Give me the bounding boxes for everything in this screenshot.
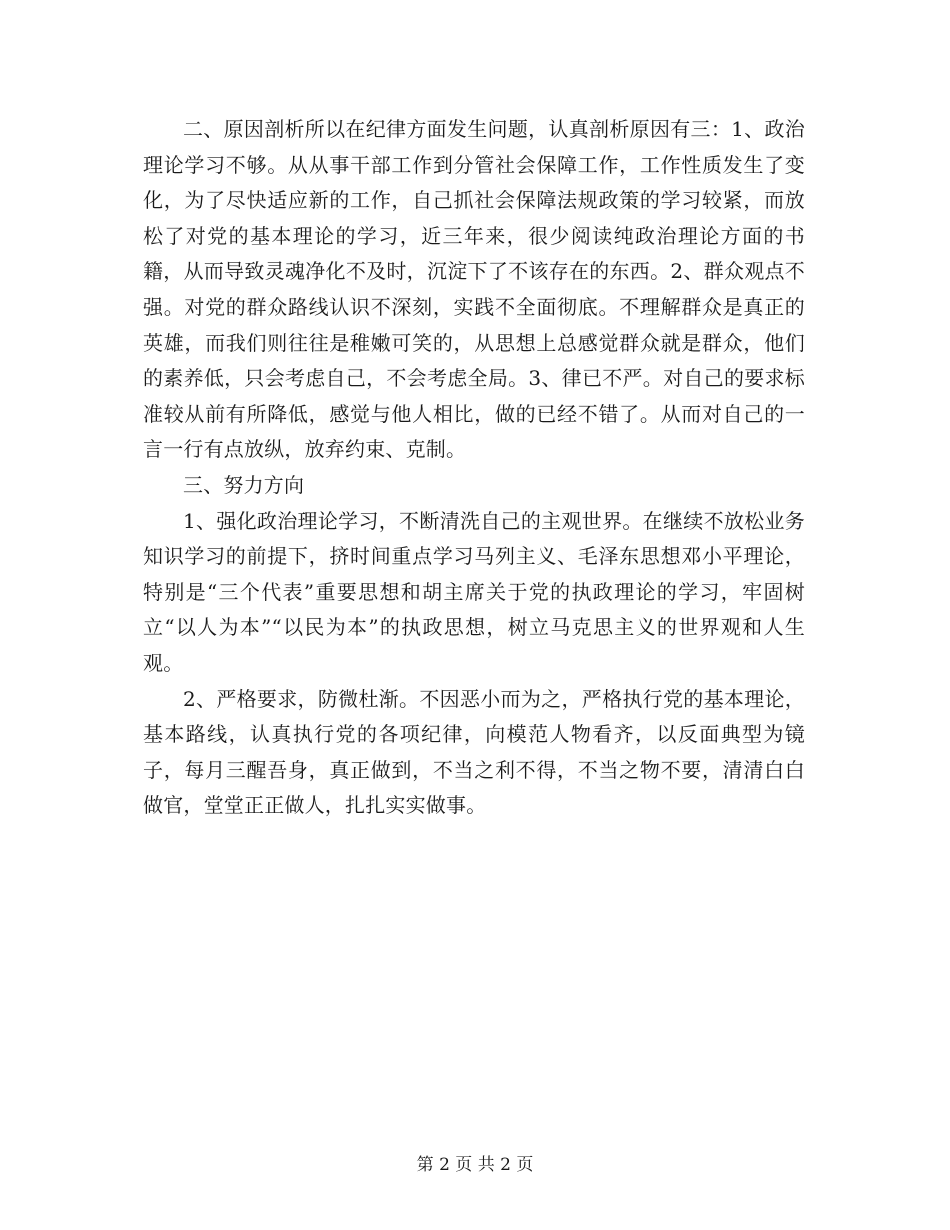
paragraph-theory-study: 1、强化政治理论学习，不断清洗自己的主观世界。在继续不放松业务知识学习的前提下，挤时间重点学习马列主义、毛泽东思想邓小平理论，特别是“三个代表”重要思想和胡主席关于党的执政理论的学习，牢固树立“以人为本”“以民为本”的执政思想，树立马克思主义的世界观和人生观。 [143,508,805,675]
section-heading-direction: 三、努力方向 [183,472,305,497]
page-number-label: 第 2 页 共 2 页 [416,1155,534,1175]
paragraph-cause-analysis: 二、原因剖析所以在纪律方面发生问题，认真剖析原因有三：1、政治理论学习不够。从从事干部工作到分管社会保障工作，工作性质发生了变化，为了尽快适应新的工作，自己抓社会保障法规政策的学习较紧，而放松了对党的基本理论的学习，近三年来，很少阅读纯政治理论方面的书籍，从而导致灵魂净化不及时，沉淀下了不该存在的东西。2、群众观点不强。对党的群众路线认识不深刻，实践不全面彻底。不理解群众是真正的英雄，而我们则往往是稚嫩可笑的，从思想上总感觉群众就是群众，他们的素养低，只会考虑自己，不会考虑全局。3、律已不严。对自己的要求标准较从前有所降低，感觉与他人相比，做的已经不错了。从而对自己的一言一行有点放纵，放弃约束、克制。 [143,117,805,462]
document-body [143,112,805,824]
paragraph-strict-requirements: 2、严格要求，防微杜渐。不因恶小而为之，严格执行党的基本理论，基本路线，认真执行党的各项纪律，向模范人物看齐，以反面典型为镜子，每月三醒吾身，真正做到，不当之利不得，不当之物不要，清清白白做官，堂堂正正做人，扎扎实实做事。 [143,686,805,818]
page-footer [0,1153,950,1177]
